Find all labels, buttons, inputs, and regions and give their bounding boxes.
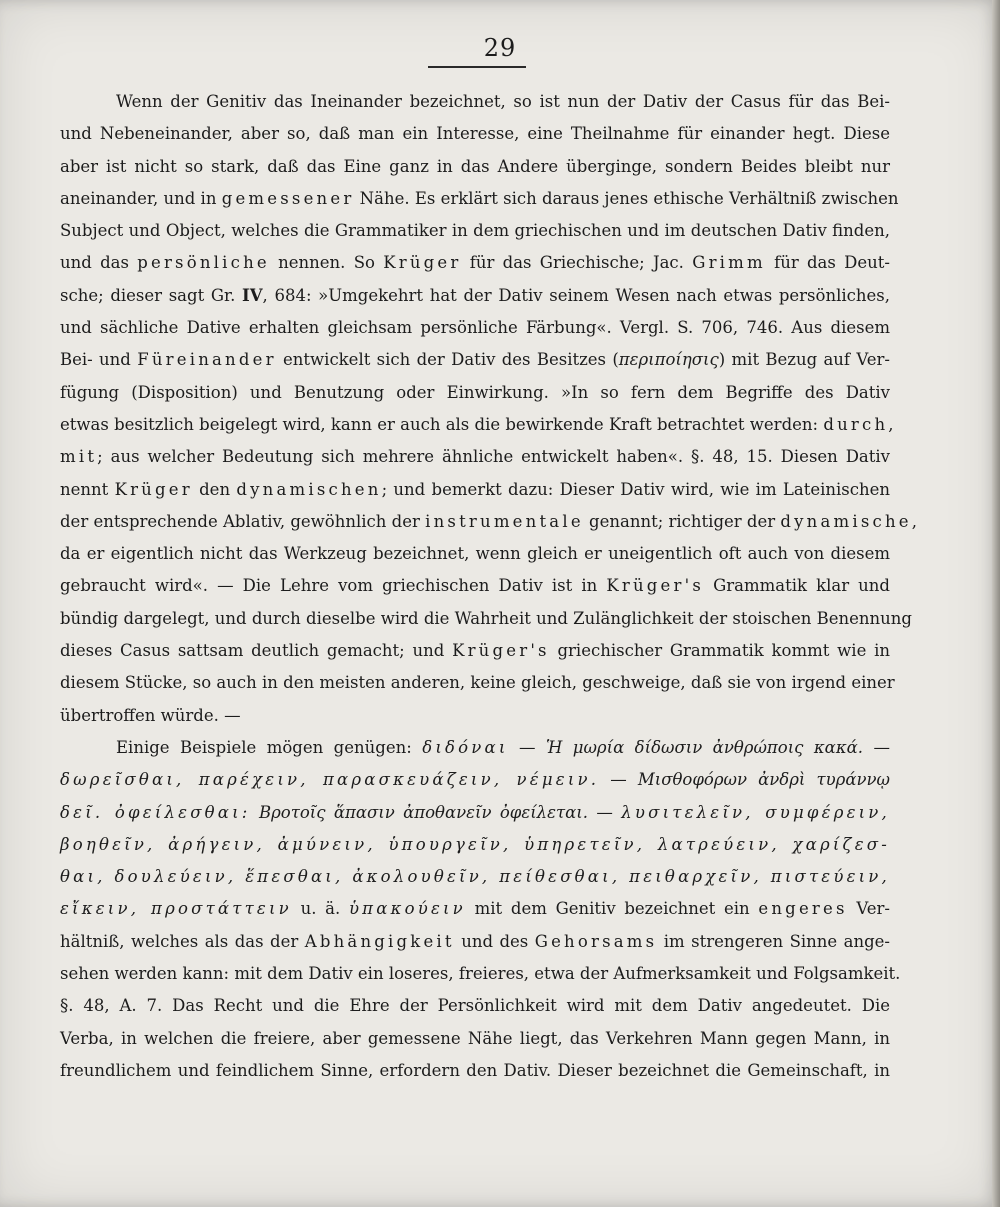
- text-line: [60, 215, 890, 247]
- text-segment: Ver-: [847, 899, 890, 919]
- text-segment: gemessener: [221, 188, 355, 208]
- text-segment: —: [599, 770, 638, 790]
- text-segment: Nähe. Es erklärt sich daraus jenes ethische Verhältniß zwischen: [354, 188, 899, 208]
- text-line: [60, 958, 901, 990]
- text-segment: und des: [454, 931, 535, 951]
- text-line: [60, 344, 890, 376]
- text-segment: ; aus welcher Bedeutung sich mehrere ähnliche entwickelt haben«. §. 48, 15. Diesen Dativ: [97, 447, 890, 467]
- text-segment: Grammatik klar und: [704, 576, 890, 596]
- text-segment: Gehorsams: [534, 931, 658, 951]
- text-segment: hältniß, welches als das der: [60, 931, 305, 951]
- text-segment: instrumentale: [425, 511, 584, 531]
- text-line: [60, 603, 912, 635]
- text-line: [60, 151, 890, 183]
- page-number: 29: [483, 34, 517, 62]
- text-line: [60, 86, 890, 118]
- text-segment: genannt; richtiger der: [583, 511, 781, 531]
- text-line: [60, 183, 899, 215]
- text-segment: Krüger: [383, 253, 462, 273]
- text-segment: aneinander, und in: [60, 188, 222, 208]
- text-line: [60, 926, 890, 958]
- page-number-rule: [428, 66, 526, 68]
- text-segment: sche; dieser sagt Gr.: [60, 285, 243, 305]
- text-segment: im strengeren Sinne ange-: [657, 931, 890, 951]
- text-segment: persönliche: [137, 253, 270, 273]
- text-segment: dynamische: [780, 511, 912, 531]
- text-line: [60, 732, 890, 764]
- paragraph: [60, 86, 918, 732]
- text-segment: Subject und Object, welches die Grammatiker in dem griechischen und im deutschen Dativ finden,: [60, 221, 890, 241]
- text-line: [60, 635, 890, 667]
- body-text: [60, 86, 918, 1087]
- text-segment: übertroffen würde. —: [60, 705, 241, 725]
- text-segment: nennen. So: [269, 253, 384, 273]
- text-segment: dynamischen: [236, 479, 382, 499]
- text-segment: fügung (Disposition) und Benutzung oder Einwirkung. »In so fern dem Begriffe des Dativ: [60, 382, 890, 402]
- text-segment: δωρεῖσθαι, παρέχειν, παρασκευάζειν, νέμειν.: [60, 770, 600, 790]
- text-line: [60, 829, 890, 861]
- text-line: [60, 1055, 890, 1087]
- text-segment: für das Deut-: [765, 253, 890, 273]
- text-segment: aber ist nicht so stark, daß das Eine ganz in das Andere überginge, sondern Beides bleibt nur: [60, 156, 890, 176]
- text-segment: und sächliche Dative erhalten gleichsam persönliche Färbung«. Vergl. S. 706, 746. Aus diesem: [60, 318, 890, 338]
- text-line: [60, 247, 890, 279]
- text-segment: §. 48, A. 7. Das Recht und die Ehre der Persönlichkeit wird mit dem Dativ angedeutet. Die: [60, 996, 890, 1016]
- text-segment: βοηθεῖν, ἀρήγειν, ἀμύνειν, ὑπουργεῖν, ὑπηρετεῖν, λατρεύειν, χαρίζεσ-: [60, 834, 890, 854]
- text-line: [60, 797, 890, 829]
- text-segment: Bei- und: [60, 350, 138, 370]
- text-segment: sehen werden kann: mit dem Dativ ein loseres, freieres, etwa der Aufmerksamkeit und Folgsamkeit.: [60, 964, 901, 984]
- text-segment: Krüger: [114, 479, 193, 499]
- text-segment: diesem Stücke, so auch in den meisten anderen, keine gleich, geschweige, daß sie von irgend einer: [60, 673, 895, 693]
- text-segment: durch: [823, 414, 889, 434]
- text-line: [60, 118, 890, 150]
- text-segment: περιποίησις: [618, 350, 719, 370]
- text-segment: Grimm: [692, 253, 766, 273]
- text-segment: ; und bemerkt dazu: Dieser Dativ wird, wie im Lateinischen: [381, 479, 890, 499]
- text-segment: mit: [60, 447, 98, 467]
- text-segment: , 684: »Umgekehrt hat der Dativ seinem Wesen nach etwas persönliches,: [262, 285, 890, 305]
- text-segment: und das: [60, 253, 138, 273]
- text-line: [60, 700, 890, 732]
- text-line: [60, 474, 890, 506]
- text-segment: —: [587, 802, 622, 822]
- text-segment: Wenn der Genitiv das Ineinander bezeichnet, so ist nun der Dativ der Casus für das Bei-: [116, 92, 890, 111]
- text-segment: u. ä.: [291, 899, 349, 919]
- text-segment: ,: [911, 511, 918, 531]
- text-line: [60, 506, 918, 538]
- text-line: [60, 667, 895, 699]
- text-segment: den: [192, 479, 237, 499]
- text-segment: Einige Beispiele mögen genügen:: [116, 737, 423, 757]
- text-line: [60, 990, 890, 1022]
- text-segment: IV: [242, 285, 263, 305]
- text-segment: und Nebeneinander, aber so, daß man ein Interesse, eine Theilnahme für einander hegt. Diese: [60, 124, 890, 144]
- text-line: [60, 538, 890, 570]
- text-line: [60, 280, 890, 312]
- text-segment: Βροτοῖς ἅπασιν ἀποθανεῖν ὀφείλεται.: [250, 802, 588, 822]
- text-segment: freundlichem und feindlichem Sinne, erfordern den Dativ. Dieser bezeichnet die Gemeinschaft, in: [60, 1060, 890, 1080]
- text-line: [60, 409, 894, 441]
- text-segment: λυσιτελεῖν, συμφέρειν,: [621, 802, 890, 822]
- text-segment: Abhängigkeit: [304, 931, 455, 951]
- text-segment: Füreinander: [137, 350, 277, 370]
- text-segment: nennt: [60, 479, 115, 499]
- text-segment: —: [508, 737, 546, 757]
- text-line: [60, 441, 890, 473]
- text-segment: entwickelt sich der Dativ des Besitzes (: [276, 350, 619, 370]
- text-segment: ,: [888, 414, 894, 434]
- text-segment: ) mit Bezug auf Ver-: [718, 350, 890, 370]
- text-segment: gebraucht wird«. — Die Lehre vom griechischen Dativ ist in: [60, 576, 607, 596]
- text-segment: da er eigentlich nicht das Werkzeug bezeichnet, wenn gleich er uneigentlich oft auch von diesem: [60, 544, 890, 564]
- text-segment: bündig dargelegt, und durch dieselbe wird die Wahrheit und Zulänglichkeit der stoischen Benennung: [60, 608, 912, 628]
- text-line: [60, 377, 890, 409]
- text-segment: ὑπακούειν: [348, 899, 466, 919]
- text-segment: Krüger's: [452, 641, 550, 661]
- text-segment: griechischer Grammatik kommt wie in: [549, 641, 890, 661]
- text-line: [60, 893, 890, 925]
- text-segment: —: [863, 737, 890, 757]
- text-segment: mit dem Genitiv bezeichnet ein: [465, 899, 759, 919]
- text-segment: Krüger's: [606, 576, 704, 596]
- text-line: [60, 1023, 890, 1055]
- text-line: [60, 570, 890, 602]
- text-line: [60, 861, 890, 893]
- text-line: [60, 312, 890, 344]
- paragraph: [60, 732, 901, 1087]
- text-segment: etwas besitzlich beigelegt wird, kann er auch als die bewirkende Kraft betrachtet werden:: [60, 414, 824, 434]
- page-edge-shadow: [992, 0, 1000, 1207]
- text-segment: Ἡ μωρία δίδωσιν ἀνθρώποις κακά.: [545, 737, 864, 757]
- text-line: [60, 764, 890, 796]
- text-segment: Verba, in welchen die freiere, aber gemessene Nähe liegt, das Verkehren Mann gegen Mann, in: [60, 1028, 890, 1048]
- text-segment: engeres: [758, 899, 848, 919]
- text-segment: διδόναι: [422, 737, 509, 757]
- text-segment: der entsprechende Ablativ, gewöhnlich der: [60, 511, 426, 531]
- text-segment: dieses Casus sattsam deutlich gemacht; und: [60, 641, 453, 661]
- text-segment: εἴκειν, προστάττειν: [60, 899, 292, 919]
- text-segment: θαι, δουλεύειν, ἕπεσθαι, ἀκολουθεῖν, πείθεσθαι, πειθαρχεῖν, πιστεύειν,: [60, 867, 890, 887]
- text-segment: für das Griechische; Jac.: [461, 253, 693, 273]
- text-segment: δεῖ. ὀφείλεσθαι:: [60, 802, 251, 822]
- text-segment: Μισθοφόρων ἀνδρὶ τυράννῳ: [637, 770, 890, 790]
